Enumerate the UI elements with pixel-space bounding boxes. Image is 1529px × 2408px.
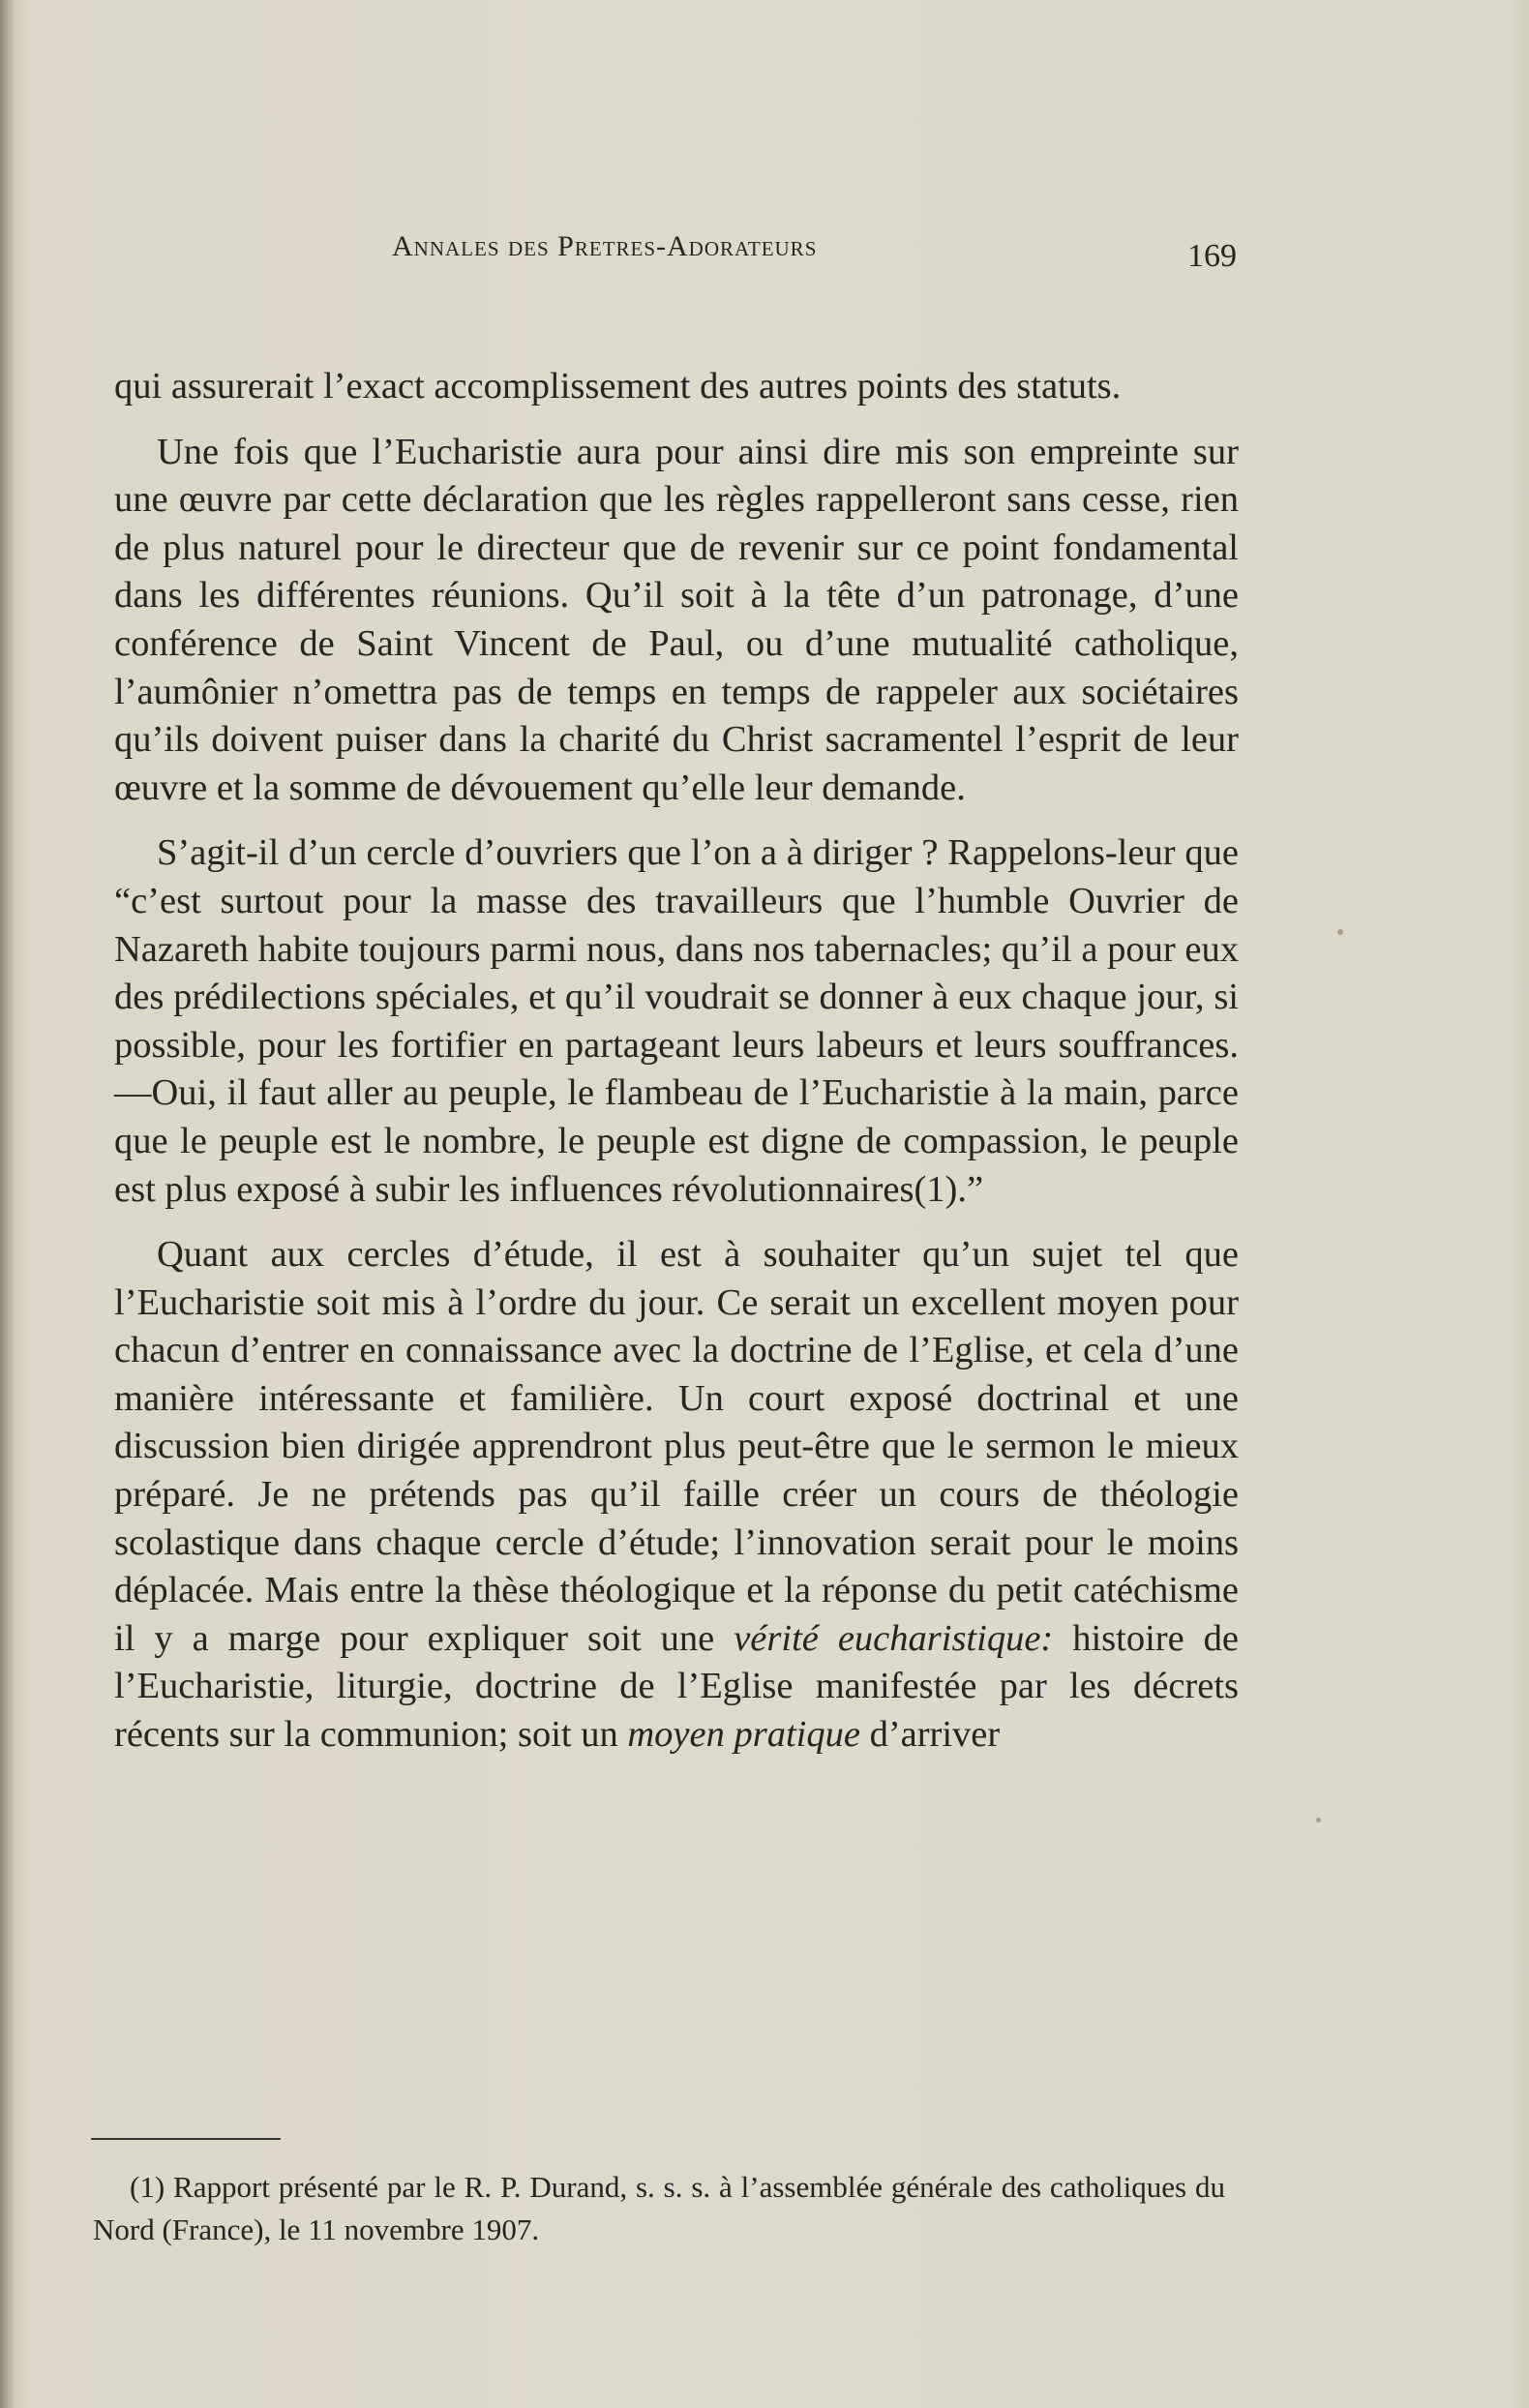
footnote: [93, 2166, 1225, 2251]
text-run: Quant aux cercles d’étude, il est à souhaiter qu’un sujet tel que l’Eucharistie soit mis à l’ordre du jour. Ce serait un excellent moyen pour chacun d’entrer en connaissance avec la doctrine de l’Eglise, et cela d’une manière intéressante et familière. Un court exposé doctrinal et une discussion bien dirigée apprendront plus peut-être que le sermon le mieux préparé. Je ne prétends pas qu’il faille créer un cours de théologie scolastique dans chaque cercle d’étude; l’innovation serait pour le moins déplacée. Mais entre la thèse théologique et la réponse du petit catéchisme il y a marge pour expliquer soit une: [114, 1234, 1239, 1659]
paper-speck: [1337, 929, 1343, 935]
running-title: Annales des Pretres-Adorateurs: [392, 230, 818, 262]
page-number: 169: [1187, 238, 1237, 274]
paragraph-continuation: qui assurerait l’exact accomplissement des autres points des statuts.: [114, 366, 1122, 406]
page-spine-shadow: [0, 0, 14, 2408]
paragraph: S’agit-il d’un cercle d’ouvriers que l’on a à diriger ? Rappelons-leur que “c’est surtout pour la masse des travailleurs que l’humble Ouvrier de Nazareth habite toujours parmi nous, dans nos tabernacles; qu’il a pour eux des prédilections spéciales, et qu’il voudrait se donner à eux chaque jour, si possible, pour les fortifier en partageant leurs labeurs et leurs souffrances.—Oui, il faut aller au peuple, le flambeau de l’Eucharistie à la main, parce que le peuple est le nombre, le peuple est digne de compassion, le peuple est plus exposé à subir les influences révolutionnaires(1).”: [114, 832, 1239, 1210]
main-text: [114, 363, 1239, 1760]
text-run: histoire de l’Eucharistie, liturgie, doctrine de l’Eglise manifestée par les décrets récents sur la communion; soit un: [114, 1617, 1240, 1756]
italic-phrase: moyen pratique: [627, 1714, 860, 1756]
paper-speck: [1316, 1818, 1321, 1822]
footnote-rule: [91, 2138, 281, 2140]
paragraph-last: [114, 1231, 1239, 1760]
text-run: d’arriver: [859, 1714, 1001, 1756]
footnote-text: (1) Rapport présenté par le R. P. Durand, s. s. s. à l’assemblée générale des catholiques du Nord (France), le 11 novembre 1907.: [93, 2170, 1225, 2246]
paragraph: Une fois que l’Eucharistie aura pour ainsi dire mis son empreinte sur une œuvre par cette déclaration que les règles rappelleront sans cesse, rien de plus naturel pour le directeur que de revenir sur ce point fondamental dans les différentes réunions. Qu’il soit à la tête d’un patronage, d’une conférence de Saint Vincent de Paul, ou d’une mutualité catholique, l’aumônier n’omettra pas de temps en temps de rappeler aux sociétaires qu’ils doivent puiser dans la charité du Christ sacramentel l’esprit de leur œuvre et la somme de dévouement qu’elle leur demande.: [114, 431, 1239, 808]
italic-phrase: vérité eucharistique:: [734, 1617, 1054, 1659]
